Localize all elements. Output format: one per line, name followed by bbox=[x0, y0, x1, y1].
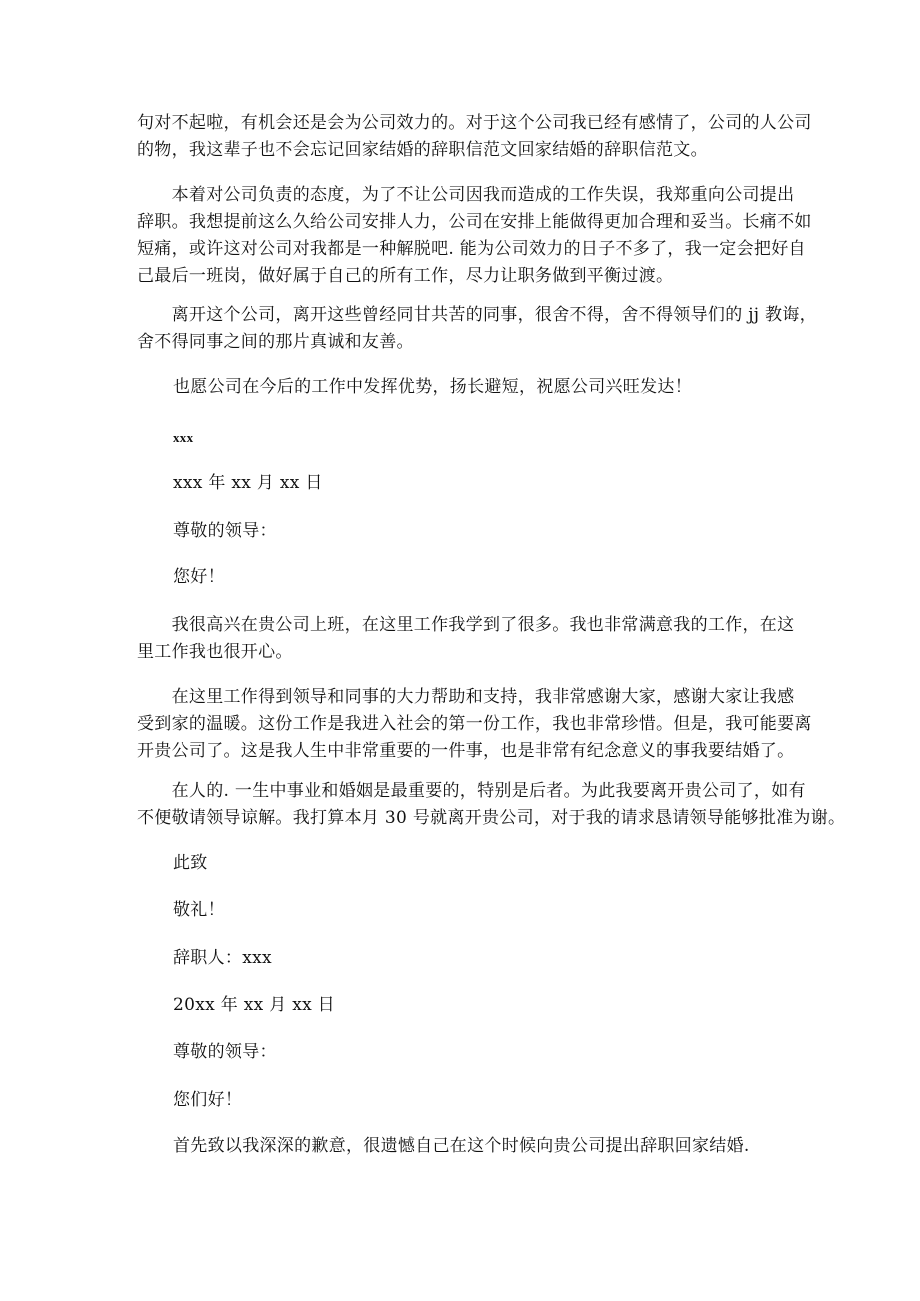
closing-line-1: 此致 bbox=[173, 853, 208, 873]
paragraph-apology: 首先致以我深深的歉意，很遗憾自己在这个时候向贵公司提出辞职回家结婚. bbox=[173, 1136, 750, 1156]
text-line: 不便敬请领导谅解。我打算本月 30 号就离开贵公司，对于我的请求恳请领导能够批准为谢。 bbox=[137, 808, 846, 828]
text-line: 开贵公司了。这是我人生中非常重要的一件事，也是非常有纪念意义的事我要结婚了。 bbox=[137, 741, 795, 761]
text-line: 受到家的温暖。这份工作是我进入社会的第一份工作，我也非常珍惜。但是，我可能要离 bbox=[137, 714, 812, 734]
text-line: 舍不得同事之间的那片真诚和友善。 bbox=[137, 332, 414, 352]
text-line: 句对不起啦，有机会还是会为公司效力的。对于这个公司我已经有感情了，公司的人公司 bbox=[137, 113, 812, 133]
paragraph-responsibility bbox=[137, 182, 812, 290]
resigner-signature: 辞职人：xxx bbox=[173, 948, 272, 968]
text-line: 在人的. 一生中事业和婚姻是最重要的，特别是后者。为此我要离开贵公司了，如有 bbox=[137, 781, 806, 801]
text-line: 己最后一班岗，做好属于自己的所有工作，尽力让职务做到平衡过渡。 bbox=[137, 266, 674, 286]
signature-date: xxx 年 xx 月 xx 日 bbox=[173, 473, 323, 493]
text-line: 辞职。我想提前这么久给公司安排人力，公司在安排上能做得更加合理和妥当。长痛不如 bbox=[137, 212, 812, 232]
paragraph-continuation bbox=[137, 110, 812, 164]
closing-line-2: 敬礼！ bbox=[173, 900, 225, 920]
paragraph-farewell bbox=[137, 302, 817, 356]
text-line: 短痛，或许这对公司对我都是一种解脱吧. 能为公司效力的日子不多了，我一定会把好自 bbox=[137, 239, 806, 259]
text-line: 本着对公司负责的态度，为了不让公司因我而造成的工作失误，我郑重向公司提出 bbox=[137, 185, 795, 205]
salutation: 尊敬的领导： bbox=[173, 521, 277, 541]
paragraph-wishes: 也愿公司在今后的工作中发挥优势，扬长避短，祝愿公司兴旺发达！ bbox=[173, 377, 692, 397]
signature-date-2: 20xx 年 xx 月 xx 日 bbox=[173, 995, 335, 1015]
signature-name: xxx bbox=[173, 430, 194, 445]
text-line: 里工作我也很开心。 bbox=[137, 642, 293, 662]
greeting-hello: 您好！ bbox=[173, 567, 225, 587]
text-line: 我很高兴在贵公司上班，在这里工作我学到了很多。我也非常满意我的工作，在这 bbox=[137, 615, 795, 635]
text-line: 在这里工作得到领导和同事的大力帮助和支持，我非常感谢大家，感谢大家让我感 bbox=[137, 687, 795, 707]
paragraph-marriage bbox=[137, 778, 846, 832]
text-line: 离开这个公司，离开这些曾经同甘共苦的同事，很舍不得，舍不得领导们的 jj 教诲， bbox=[137, 305, 817, 325]
salutation-2: 尊敬的领导： bbox=[173, 1042, 277, 1062]
text-line: 的物，我这辈子也不会忘记回家结婚的辞职信范文回家结婚的辞职信范文。 bbox=[137, 140, 708, 160]
greeting-hello-2: 您们好！ bbox=[173, 1090, 243, 1110]
paragraph-gratitude bbox=[137, 684, 812, 765]
paragraph-happy-at-work bbox=[137, 612, 803, 666]
